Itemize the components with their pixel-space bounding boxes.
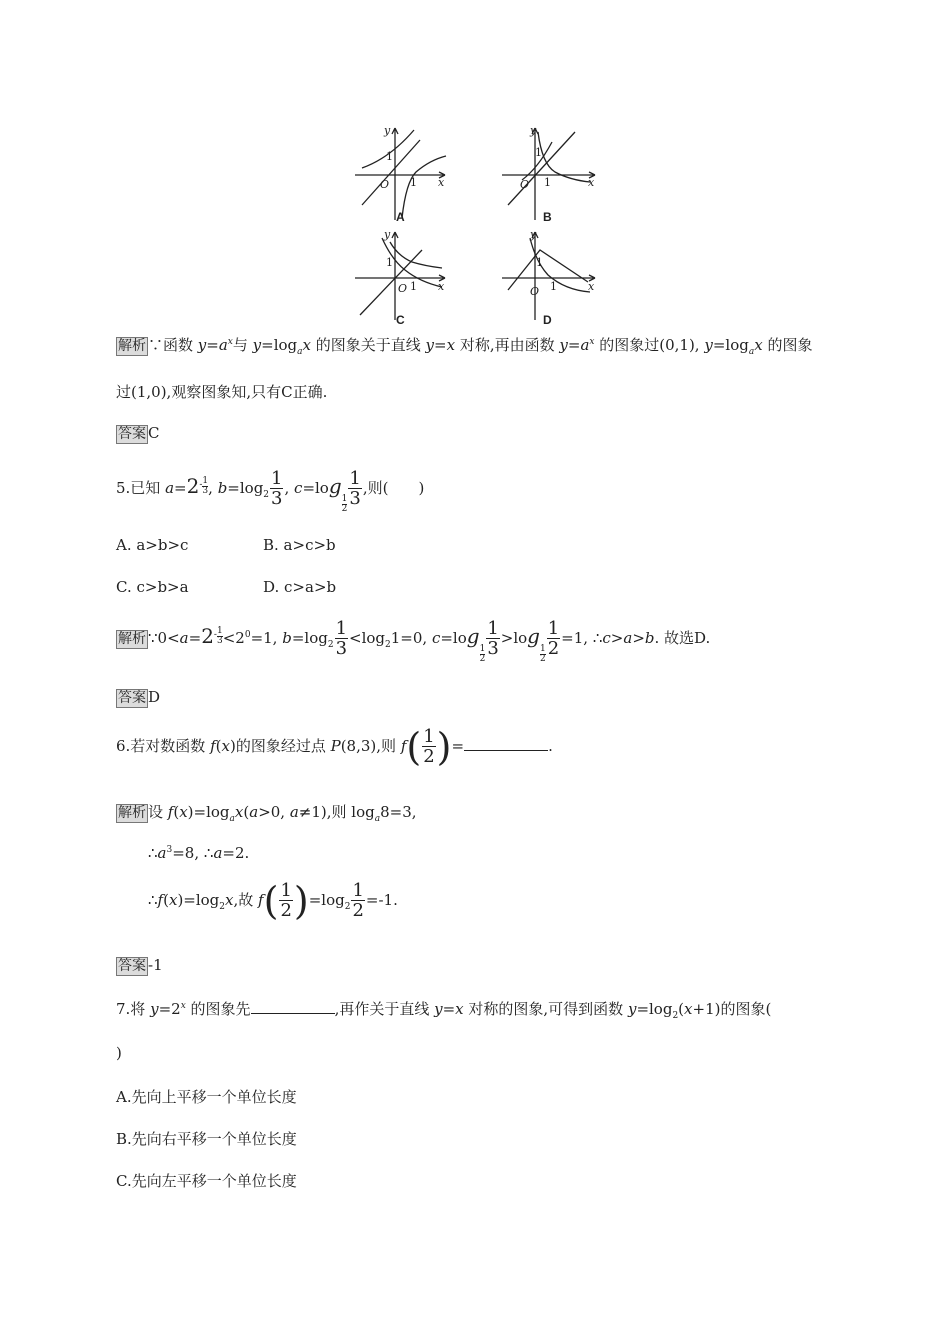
graph-d-label: D xyxy=(543,313,552,327)
q7-option-c: C.先向左平移一个单位长度 xyxy=(116,1172,297,1190)
q4-analysis-line1: 解析 ∵函数 $y=a^x$与 $y=\log_ax$ 的图象关于直线 y=x 对称,再由函数 $y=a^x$ 的图象过(0,1), $y=\log_ax$ 的图象 xyxy=(118,336,813,357)
svg-text:O: O xyxy=(380,178,390,191)
graph-b-label: B xyxy=(543,210,552,224)
q6-answer-blank xyxy=(464,750,548,751)
analysis-tag: 解析 xyxy=(118,631,146,647)
svg-text:y: y xyxy=(384,124,391,137)
graph-b xyxy=(502,128,595,220)
svg-text:1: 1 xyxy=(410,280,417,293)
q5-option-a: A. a>b>c xyxy=(116,536,189,554)
q7-stem-line2: ) xyxy=(116,1044,122,1062)
graph-a-label: A xyxy=(396,210,405,224)
q6-stem: 6.若对数函数 f(x)的图象经过点 P(8,3),则 f( $\frac{1}{2}$ )= . xyxy=(116,725,553,769)
q4-analysis-line2: 过(1,0),观察图象知,只有C正确. xyxy=(116,383,328,401)
svg-text:y: y xyxy=(530,124,537,137)
q5-option-b: B. a>c>b xyxy=(263,536,336,554)
svg-text:y: y xyxy=(384,228,391,241)
svg-text:1: 1 xyxy=(386,150,393,163)
svg-text:1: 1 xyxy=(550,280,557,293)
answer-tag: 答案 xyxy=(118,426,146,442)
answer-tag: 答案 xyxy=(118,690,146,706)
svg-text:y: y xyxy=(530,228,537,241)
q5-answer: 答案 D xyxy=(118,688,161,706)
q5-stem: 5.已知 $a=2^{- \frac{1}{3}}$ , $b=\log_2$ $\frac{1}{3}$ , c=log $\frac{1}{2}$ $\frac{1}{3}$ ,则( ) xyxy=(116,468,425,514)
svg-text:O: O xyxy=(398,282,408,295)
q7-option-a: A.先向上平移一个单位长度 xyxy=(116,1088,297,1106)
q5-option-d: D. c>a>b xyxy=(263,578,337,596)
graph-a xyxy=(355,128,446,220)
svg-text:x: x xyxy=(438,176,445,189)
graph-c-label: C xyxy=(396,313,405,327)
graph-options-figure xyxy=(350,120,610,330)
answer-tag: 答案 xyxy=(118,958,146,974)
q5-option-c: C. c>b>a xyxy=(116,578,189,596)
svg-text:1: 1 xyxy=(410,176,417,189)
svg-text:x: x xyxy=(588,280,595,293)
svg-text:1: 1 xyxy=(386,256,393,269)
q6-analysis-line1: 解析 设 $f(x)=\log_ax(a>0$, a≠1),则 $\log_a8=3$, xyxy=(118,803,417,824)
q4-answer: 答案 C xyxy=(118,424,160,442)
svg-text:O: O xyxy=(530,285,540,298)
svg-text:1: 1 xyxy=(536,256,543,269)
svg-text:1: 1 xyxy=(535,146,542,159)
q7-stem-line1: 7.将 $y=2^x$ 的图象先 ,再作关于直线 y=x 对称的图象,可得到函数 $y=\log_2(x+1)$的图象( xyxy=(116,1000,772,1021)
q5-analysis: 解析 $\because 0<a=2^{- \frac{1}{3}}$ $<2^0=1$, $b=\log_2$ $\frac{1}{3}$ $<\log_21=0$, c=log $\frac{1}{2}$ $\frac{1}{3}$ >log $\frac{1}{2}$ $\frac{1}{2}$ =1, ∴c>a>b. 故选D. xyxy=(118,618,711,664)
q6-analysis-line2: $\therefore a^3=8$, ∴a=2. xyxy=(148,844,250,862)
q7-option-b: B.先向右平移一个单位长度 xyxy=(116,1130,297,1148)
analysis-tag: 解析 xyxy=(118,805,146,821)
q6-answer: 答案 -1 xyxy=(118,956,163,974)
graph-d xyxy=(502,232,595,320)
svg-text:x: x xyxy=(438,280,445,293)
analysis-tag: 解析 xyxy=(118,338,146,354)
svg-text:1: 1 xyxy=(544,176,551,189)
svg-text:O: O xyxy=(520,178,530,191)
q6-analysis-line3: $\therefore f(x)=\log_2x$,故 f( $\frac{1}{2}$ )$=\log_2$ $\frac{1}{2}$ =-1. xyxy=(148,879,398,923)
q7-answer-blank xyxy=(251,1013,335,1014)
graph-c xyxy=(355,232,445,320)
svg-text:x: x xyxy=(588,176,595,189)
